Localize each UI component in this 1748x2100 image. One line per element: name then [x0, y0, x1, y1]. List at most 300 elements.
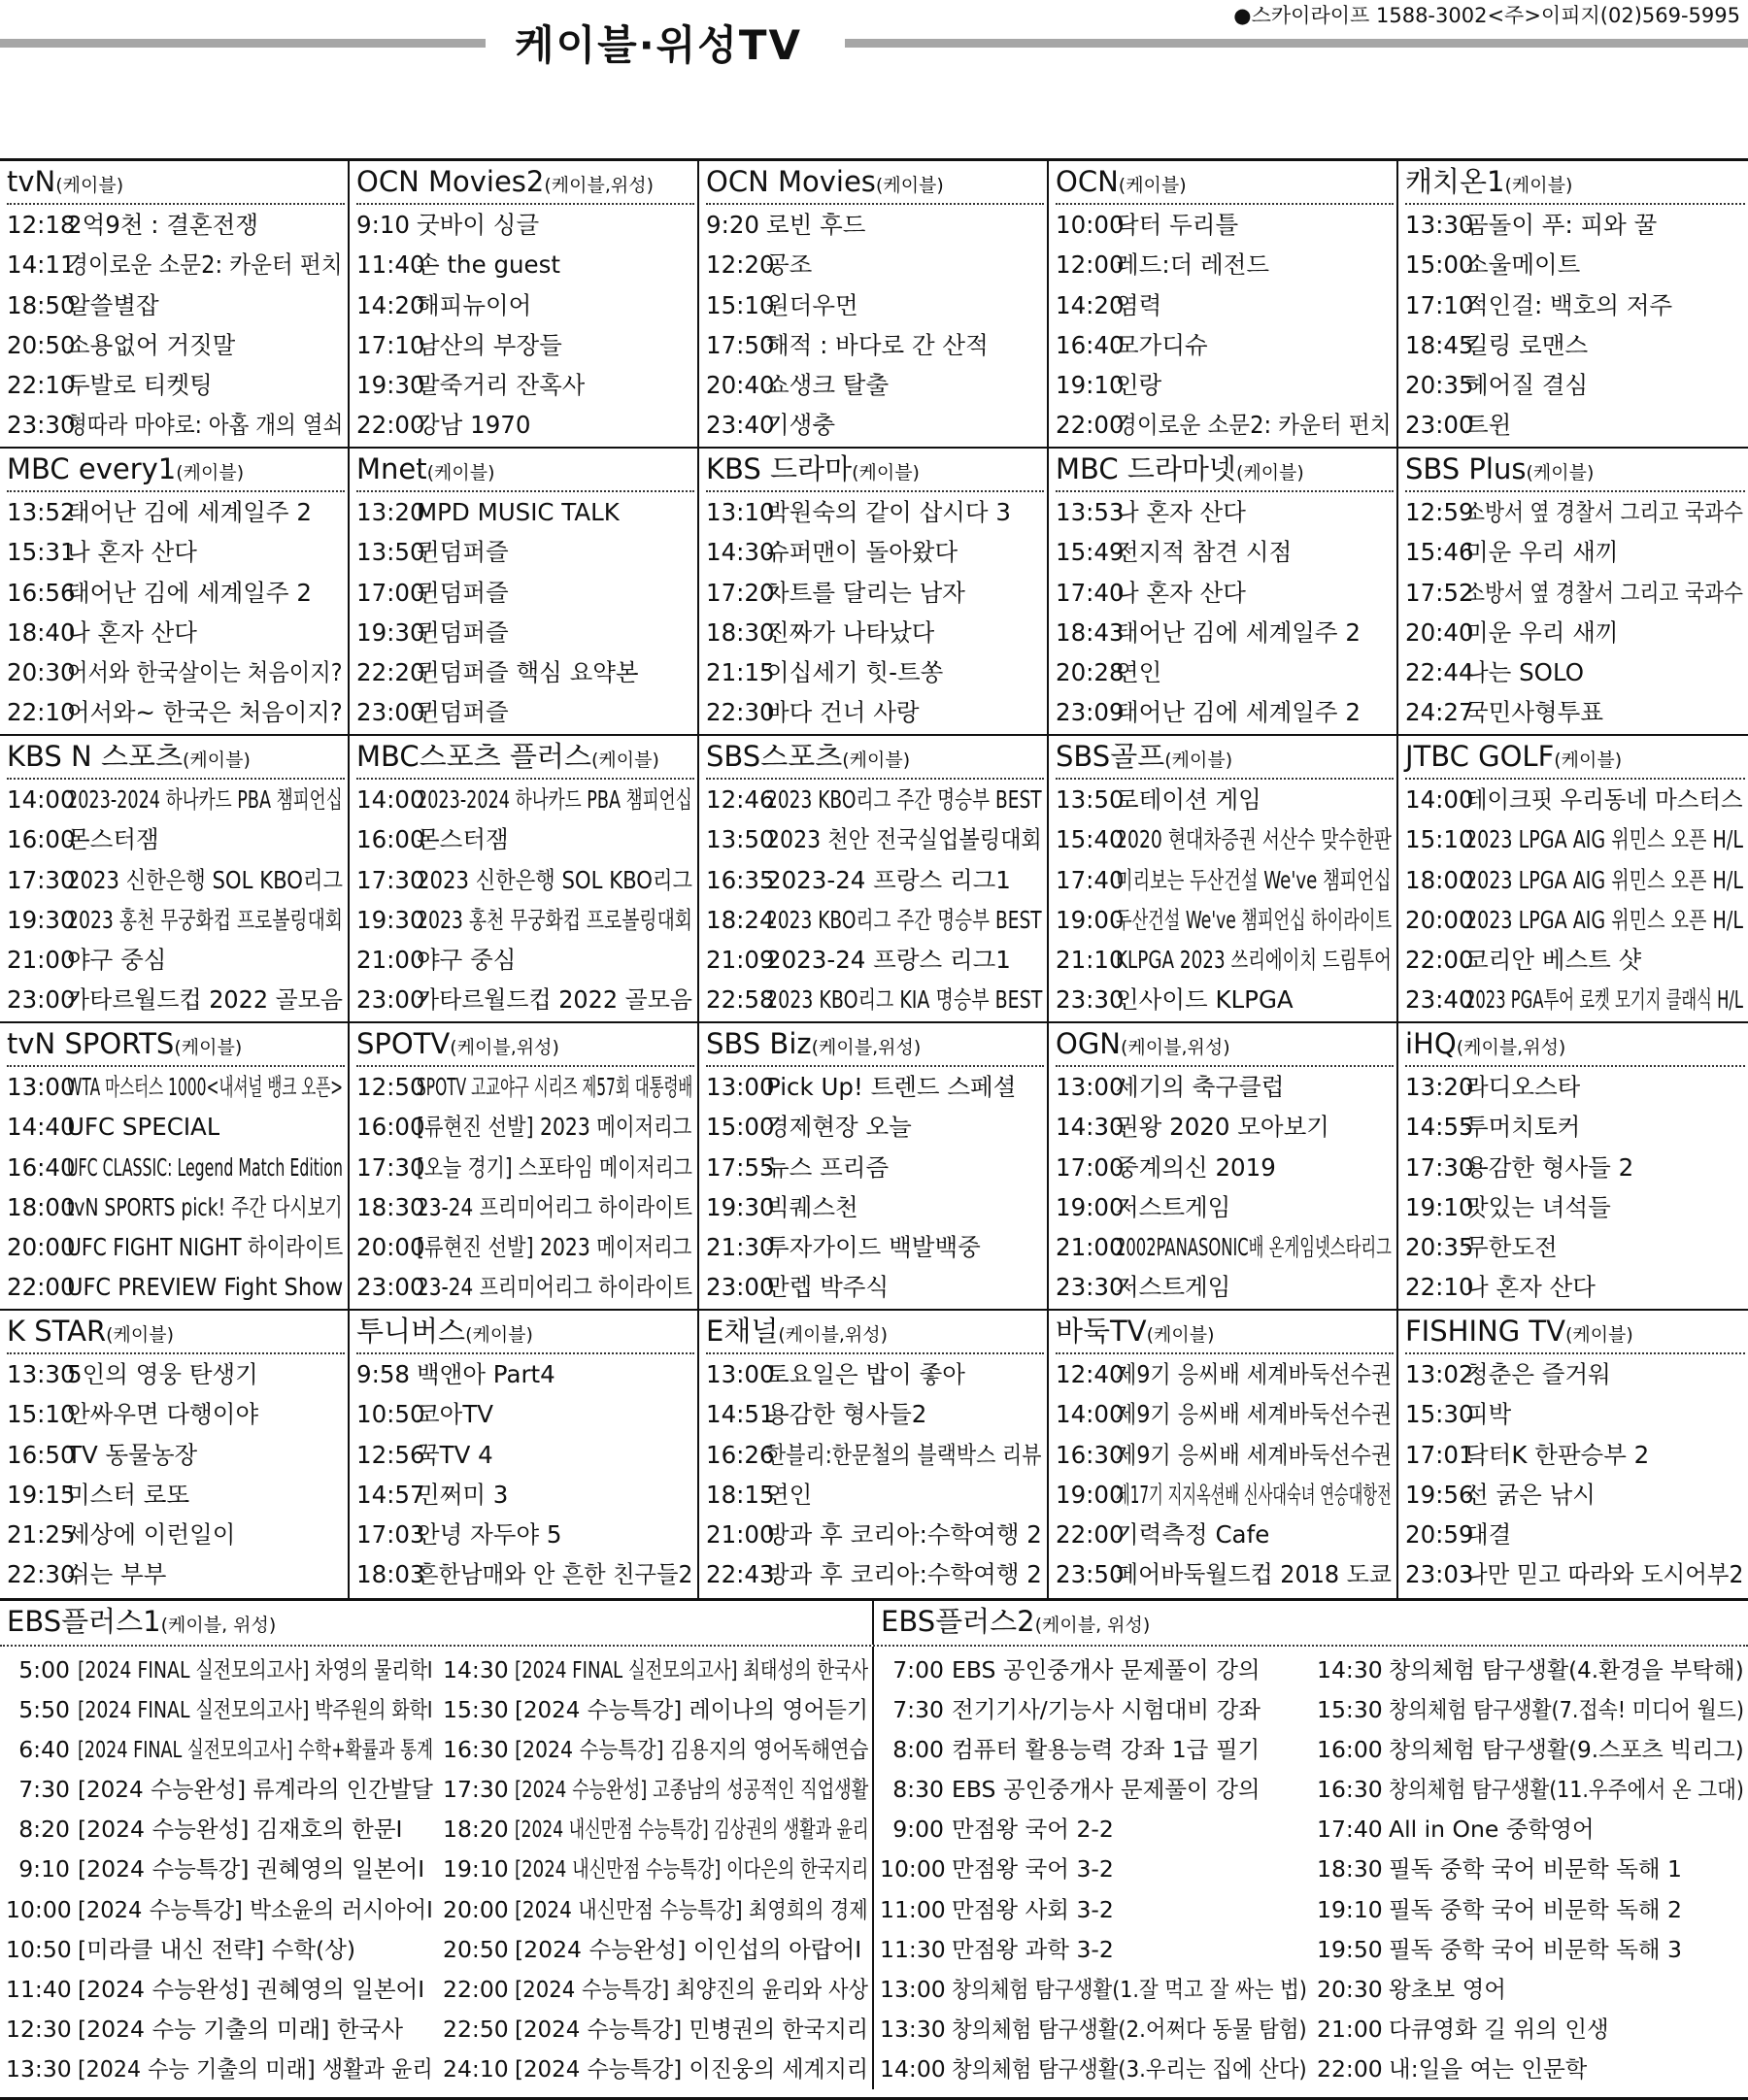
channel-network: (케이블) — [875, 175, 944, 196]
program-row — [356, 613, 694, 652]
program-time: 24:27 — [1405, 698, 1474, 727]
channel-header — [7, 1311, 345, 1354]
program-row — [706, 1435, 1044, 1475]
program-title: 대결 — [1465, 1520, 1512, 1550]
program-row — [443, 1810, 870, 1850]
program-row — [1056, 1554, 1394, 1594]
program-title: 소울메이트 — [1465, 250, 1581, 280]
program-time: 15:10 — [7, 1400, 76, 1429]
program-row — [706, 1227, 1044, 1267]
program-title: 2억9천 : 결혼전쟁 — [67, 211, 259, 239]
program-title: 손 the guest — [417, 250, 560, 280]
channel-name: SPOTV — [356, 1027, 451, 1060]
program-time: 22:44 — [1405, 658, 1474, 687]
program-title: 나 혼자 산다 — [1116, 578, 1246, 607]
program-time: 13:20 — [356, 498, 425, 526]
program-time: 14:55 — [1405, 1113, 1474, 1142]
program-title: 용감한 형사들2 — [766, 1400, 927, 1429]
channel-network: (케이블) — [1564, 1324, 1633, 1346]
program-time: 17:52 — [1405, 578, 1474, 607]
program-time: 19:30 — [356, 617, 425, 647]
channel-block — [350, 1023, 699, 1309]
program-row — [1317, 1890, 1746, 1930]
program-title: 기생충 — [766, 411, 836, 440]
program-time: 22:10 — [1405, 1273, 1474, 1302]
program-title: [2024 FINAL 실전모의고사] 최태성의 한국사 — [515, 1656, 869, 1683]
program-row — [356, 325, 694, 365]
program-row — [7, 532, 345, 572]
program-time: 13:30 — [1405, 211, 1474, 239]
program-time: 16:35 — [706, 865, 775, 894]
program-row — [7, 1515, 345, 1554]
program-title: 전기기사/기능사 시험대비 강좌 — [952, 1696, 1261, 1724]
program-row — [1317, 1650, 1746, 1690]
program-row — [1405, 1187, 1745, 1227]
program-row — [1056, 780, 1394, 819]
program-time: 12:40 — [1056, 1360, 1125, 1388]
program-time: 20:00 — [1405, 905, 1474, 934]
channel-name: MBC every1 — [7, 452, 177, 485]
program-time: 23:30 — [7, 411, 76, 440]
program-title: 굿바이 싱글 — [417, 211, 540, 239]
program-row — [356, 860, 694, 900]
program-title: tvN SPORTS pick! 주간 다시보기 — [67, 1192, 343, 1221]
program-row — [1056, 325, 1394, 365]
program-row — [356, 1227, 694, 1267]
channel-network: (케이블,위성) — [450, 1037, 559, 1058]
program-time: 18:24 — [706, 905, 775, 934]
program-time: 14:11 — [7, 250, 76, 280]
program-time: 19:30 — [356, 371, 425, 400]
channel-header — [7, 736, 345, 780]
program-time: 19:50 — [1317, 1935, 1383, 1963]
channel-block — [699, 161, 1049, 447]
program-title: 민쩌미 3 — [417, 1480, 509, 1509]
channel-name: OCN Movies — [706, 165, 876, 198]
program-row — [356, 492, 694, 532]
program-time: 13:00 — [1056, 1073, 1125, 1101]
program-title: 슈퍼맨이 돌아왔다 — [766, 538, 958, 567]
program-time: 16:56 — [7, 578, 76, 607]
program-time: 15:00 — [1405, 250, 1474, 280]
program-row — [1056, 613, 1394, 652]
channel-network: (케이블,위성) — [811, 1037, 922, 1058]
program-row — [706, 692, 1044, 732]
program-row — [1056, 573, 1394, 613]
program-time: 23:03 — [1405, 1560, 1474, 1589]
channel-name: KBS N 스포츠 — [7, 740, 183, 773]
program-row — [1056, 860, 1394, 900]
program-time: 16:40 — [1056, 330, 1125, 359]
program-row — [1405, 1475, 1745, 1515]
program-title: 만점왕 사회 3-2 — [952, 1895, 1114, 1923]
program-title: 나만 믿고 따라와 도시어부2 — [1465, 1560, 1744, 1589]
program-time: 23:00 — [356, 698, 425, 727]
program-title: 원더우먼 — [766, 290, 858, 319]
program-time: 17:40 — [1317, 1816, 1383, 1844]
program-title: 몬스터잼 — [67, 825, 159, 854]
program-row — [706, 1515, 1044, 1554]
channel-name: JTBC GOLF — [1405, 740, 1555, 773]
program-time: 20:40 — [706, 371, 775, 400]
program-row — [1056, 1435, 1394, 1475]
channel-block — [1398, 1311, 1748, 1598]
program-time: 14:40 — [7, 1113, 76, 1142]
program-time: 19:00 — [1056, 1192, 1125, 1221]
program-time: 22:30 — [7, 1560, 76, 1589]
program-title: 2020 현대차증권 서산수 맞수한판 — [1116, 825, 1392, 854]
program-time: 18:30 — [356, 1192, 425, 1221]
program-row — [356, 532, 694, 572]
program-title: 저스트게임 — [1116, 1192, 1231, 1221]
program-title: [2024 수능특강] 민병권의 한국지리 — [515, 2015, 869, 2043]
channel-name: 바둑TV — [1056, 1315, 1147, 1348]
program-title: 2023 천안 전국실업볼링대회 — [766, 825, 1042, 854]
program-title: [오늘 경기] 스포타임 메이저리그 — [417, 1152, 692, 1182]
program-title: 로테이션 게임 — [1116, 785, 1261, 814]
program-title: 2023-24 프랑스 리그1 — [766, 946, 1011, 975]
program-title: 소방서 옆 경찰서 그리고 국과수 — [1465, 578, 1743, 607]
program-row — [1405, 285, 1745, 325]
program-row — [443, 1770, 870, 1810]
program-row — [706, 365, 1044, 405]
program-row — [356, 1394, 694, 1434]
program-time: 13:00 — [880, 1975, 946, 2003]
program-title: [류현진 선발] 2023 메이저리그 — [417, 1113, 692, 1142]
program-row — [1405, 1267, 1745, 1307]
channel-network: (케이블) — [852, 462, 920, 483]
program-title: 형따라 마야로: 아홉 개의 열쇠 — [67, 411, 344, 440]
channel-network: (케이블) — [842, 750, 911, 771]
program-time: 18:43 — [1056, 617, 1125, 647]
channel-name: OCN — [1056, 165, 1119, 198]
program-title: 2023 LPGA AIG 위민스 오픈 H/L — [1465, 825, 1743, 854]
program-time: 23:00 — [706, 1273, 775, 1302]
program-title: 공조 — [766, 250, 813, 280]
program-title: EBS 공인중개사 문제풀이 강의 — [952, 1656, 1261, 1683]
program-title: [2024 수능특강] 최양진의 윤리와 사상 — [515, 1975, 869, 2003]
program-row — [7, 819, 345, 859]
channel-block — [699, 1311, 1049, 1598]
program-time: 15:10 — [1405, 825, 1474, 854]
program-row — [1317, 1930, 1746, 1970]
program-time: 15:30 — [1405, 1400, 1474, 1429]
program-title: 두발로 티켓팅 — [67, 371, 213, 400]
program-title: 해피뉴이어 — [417, 290, 532, 319]
program-title: 닥터K 한판승부 2 — [1465, 1440, 1650, 1469]
channel-header — [7, 449, 345, 492]
program-title: 2023 LPGA AIG 위민스 오픈 H/L — [1465, 905, 1743, 934]
program-row — [356, 1554, 694, 1594]
program-title: [2024 수능완성] 류계라의 인간발달 — [78, 1776, 433, 1804]
program-time: 18:45 — [1405, 330, 1474, 359]
program-time: 20:50 — [443, 1935, 509, 1963]
program-row — [356, 365, 694, 405]
program-title: 나 혼자 산다 — [67, 538, 197, 567]
program-title: 야구 중심 — [417, 946, 517, 975]
program-row — [1056, 285, 1394, 325]
program-time: 21:00 — [1056, 1233, 1125, 1262]
channel-name: MBC 드라마넷 — [1056, 452, 1236, 485]
program-time: 21:25 — [7, 1520, 76, 1550]
program-time: 17:30 — [1405, 1152, 1474, 1182]
program-row — [1405, 980, 1745, 1019]
program-row — [356, 1067, 694, 1107]
program-time: 21:30 — [706, 1233, 775, 1262]
channel-header — [356, 736, 694, 780]
channel-header — [1405, 1311, 1745, 1354]
program-row — [706, 980, 1044, 1019]
program-time: 17:30 — [356, 1152, 425, 1182]
channel-name: OCN Movies2 — [356, 165, 545, 198]
program-time: 19:00 — [1056, 1480, 1125, 1509]
channel-block — [1049, 449, 1398, 734]
program-time: 14:00 — [356, 785, 425, 814]
program-title: 바다 건너 사랑 — [766, 698, 920, 727]
channel-network: (케이블,위성) — [1456, 1037, 1566, 1058]
program-time: 12:46 — [706, 785, 775, 814]
channel-name: 캐치온1 — [1405, 165, 1505, 198]
program-row — [1056, 365, 1394, 405]
program-row — [6, 1930, 435, 1970]
program-row — [1405, 1515, 1745, 1554]
program-time: 15:30 — [1317, 1696, 1383, 1724]
program-row — [356, 573, 694, 613]
program-time: 17:55 — [706, 1152, 775, 1182]
program-title: 창의체험 탐구생활(3.우리는 집에 산다) — [952, 2054, 1307, 2083]
ebs-section — [0, 1598, 1748, 2100]
program-time: 23:00 — [1405, 411, 1474, 440]
program-time: 24:10 — [443, 2054, 509, 2083]
ebs-body — [0, 1647, 1748, 2089]
channel-name: E채널 — [706, 1315, 779, 1348]
program-title: 방과 후 코리아:수학여행 2 — [766, 1560, 1042, 1589]
program-row — [1056, 1227, 1394, 1267]
program-title: 제9기 응씨배 세계바둑선수권 — [1116, 1440, 1393, 1469]
program-title: 알쓸별잡 — [67, 290, 159, 319]
program-row — [1056, 980, 1394, 1019]
channel-block — [699, 736, 1049, 1021]
program-row — [706, 245, 1044, 284]
program-time: 16:30 — [443, 1736, 509, 1764]
program-row — [356, 940, 694, 980]
program-title: 퀸덤퍼즐 — [417, 578, 509, 607]
program-row — [706, 532, 1044, 572]
program-time: 20:28 — [1056, 658, 1125, 687]
program-row — [1056, 1187, 1394, 1227]
channel-network: (케이블,위성) — [544, 175, 655, 196]
program-row — [1405, 1067, 1745, 1107]
program-time: 23:00 — [356, 1273, 425, 1302]
program-row — [706, 1067, 1044, 1107]
program-title: 야구 중심 — [67, 946, 167, 975]
program-row — [7, 285, 345, 325]
program-row — [7, 1475, 345, 1515]
program-time: 15:30 — [443, 1696, 509, 1724]
program-title: 어서와~ 한국은 처음이지? — [67, 698, 343, 727]
channel-header — [7, 1023, 345, 1067]
program-row — [1405, 532, 1745, 572]
program-row — [7, 365, 345, 405]
program-title: 퀸덤퍼즐 — [417, 617, 509, 647]
program-row — [356, 205, 694, 245]
channel-name: OGN — [1056, 1027, 1121, 1060]
program-time: 17:01 — [1405, 1440, 1474, 1469]
program-title: 2023 LPGA AIG 위민스 오픈 H/L — [1465, 865, 1743, 894]
program-title: 두산건설 We've 챔피언십 하이라이트 — [1116, 905, 1393, 934]
program-row — [880, 2010, 1309, 2050]
program-time: 21:00 — [356, 946, 425, 975]
program-title: KLPGA 2023 쓰리에이치 드림투어 — [1116, 946, 1392, 975]
page-header — [0, 0, 1748, 87]
program-time: 16:00 — [7, 825, 76, 854]
program-row — [880, 2050, 1309, 2089]
program-time: 18:50 — [7, 290, 76, 319]
program-time: 12:56 — [356, 1440, 425, 1469]
program-time: 21:00 — [1317, 2015, 1383, 2043]
program-time: 13:30 — [6, 2054, 72, 2083]
program-time: 16:30 — [1056, 1440, 1125, 1469]
program-title: 필독 중학 국어 비문학 독해 2 — [1389, 1895, 1683, 1923]
program-time: 23:30 — [1056, 985, 1125, 1015]
program-row — [7, 1394, 345, 1434]
program-time: 17:03 — [356, 1520, 425, 1550]
program-row — [443, 1890, 870, 1930]
program-time: 14:00 — [1056, 1400, 1125, 1429]
program-row — [1056, 1475, 1394, 1515]
program-row — [1405, 900, 1745, 940]
program-title: 미운 우리 새끼 — [1465, 617, 1619, 647]
program-row — [7, 1354, 345, 1394]
program-row — [1317, 1690, 1746, 1730]
channel-name: SBS골프 — [1056, 740, 1165, 773]
channel-name: EBS플러스2 — [881, 1605, 1035, 1638]
program-time: 17:40 — [1056, 865, 1125, 894]
program-time: 12:18 — [7, 211, 76, 239]
program-time: 11:00 — [880, 1895, 946, 1923]
program-row — [1056, 492, 1394, 532]
program-title: 미운 우리 새끼 — [1465, 538, 1619, 567]
program-title: 청춘은 즐거워 — [1465, 1360, 1611, 1388]
program-time: 13:50 — [356, 538, 425, 567]
program-row — [1056, 819, 1394, 859]
program-title: 2023 KBO리그 KIA 명승부 BEST — [766, 985, 1043, 1015]
program-time: 17:00 — [1056, 1152, 1125, 1182]
program-row — [6, 1690, 435, 1730]
program-title: 박원숙의 같이 삽시다 3 — [766, 498, 1011, 526]
program-row — [6, 2050, 435, 2089]
program-title: EBS 공인중개사 문제풀이 강의 — [952, 1776, 1261, 1804]
program-row — [706, 652, 1044, 692]
program-row — [7, 692, 345, 732]
program-time: 15:31 — [7, 538, 76, 567]
program-row — [7, 1148, 345, 1187]
program-title: 코아TV — [417, 1400, 494, 1429]
program-title: UFC PREVIEW Fight Show — [67, 1273, 344, 1302]
program-time: 12:50 — [356, 1073, 425, 1101]
program-row — [356, 1354, 694, 1394]
program-time: 21:00 — [706, 1520, 775, 1550]
program-title: [2024 수능특강] 이진웅의 세계지리 — [515, 2054, 869, 2083]
program-title: [2024 수능특강] 김용지의 영어독해연습 — [515, 1736, 869, 1764]
program-time: 19:30 — [356, 905, 425, 934]
program-title: 저스트게임 — [1116, 1273, 1231, 1302]
program-title: 몬스터잼 — [417, 825, 509, 854]
program-title: 무한도전 — [1465, 1233, 1558, 1262]
program-row — [356, 1187, 694, 1227]
program-row — [6, 1890, 435, 1930]
program-row — [356, 285, 694, 325]
channel-header — [356, 1023, 694, 1067]
channel-network: (케이블) — [426, 462, 495, 483]
program-title: 다큐영화 길 위의 인생 — [1389, 2015, 1609, 2043]
program-time: 23:40 — [1405, 985, 1474, 1015]
program-title: [2024 수능특강] 레이나의 영어듣기 — [515, 1696, 869, 1724]
program-row — [7, 405, 345, 445]
program-row — [356, 819, 694, 859]
program-time: 18:00 — [7, 1192, 76, 1221]
program-row — [1056, 245, 1394, 284]
program-title: 창의체험 탐구생활(9.스포츠 빅리그) — [1389, 1736, 1744, 1764]
program-time: 18:03 — [356, 1560, 425, 1589]
program-time: 11:40 — [356, 250, 425, 280]
program-time: 22:20 — [356, 658, 425, 687]
program-row — [7, 1435, 345, 1475]
channel-block — [0, 1311, 350, 1598]
program-time: 12:59 — [1405, 498, 1474, 526]
program-row — [7, 940, 345, 980]
program-title: 경이로운 소문2: 카운터 펀치 — [1116, 411, 1392, 440]
program-time: 10:50 — [6, 1935, 72, 1963]
channel-network: (케이블) — [174, 1037, 243, 1058]
program-title: 쇼생크 탈출 — [766, 371, 890, 400]
program-time: 19:30 — [7, 905, 76, 934]
program-row — [7, 900, 345, 940]
program-row — [1056, 1354, 1394, 1394]
program-title: 연인 — [766, 1480, 813, 1509]
program-title: 해적 : 바다로 간 산적 — [766, 330, 989, 359]
sponsor-line: ●스카이라이프 1588-3002<주>이피지(02)569-5995 — [1233, 4, 1740, 27]
program-time: 11:30 — [880, 1935, 946, 1963]
program-row — [356, 1435, 694, 1475]
program-title: 창의체험 탐구생활(11.우주에서 온 그대) — [1389, 1776, 1744, 1804]
program-time: 17:10 — [356, 330, 425, 359]
program-time: 20:00 — [443, 1895, 509, 1923]
program-row — [706, 573, 1044, 613]
channel-row — [0, 736, 1748, 1023]
program-row — [1405, 1148, 1745, 1187]
program-time: 22:00 — [1056, 1520, 1125, 1550]
program-row — [1405, 325, 1745, 365]
program-row — [356, 1515, 694, 1554]
program-title: UFC FIGHT NIGHT 하이라이트 — [67, 1233, 344, 1262]
program-row — [7, 1227, 345, 1267]
program-title: 토요일은 밥이 좋아 — [766, 1360, 965, 1388]
program-row — [7, 1107, 345, 1147]
channel-block — [0, 736, 350, 1021]
channel-network: (케이블, 위성) — [1034, 1615, 1151, 1636]
channel-network: (케이블) — [1235, 462, 1304, 483]
program-title: 창의체험 탐구생활(7.접속! 미디어 월드) — [1389, 1696, 1745, 1724]
program-time: 17:00 — [356, 578, 425, 607]
program-time: 15:49 — [1056, 538, 1125, 567]
channel-name: SBS Biz — [706, 1027, 812, 1060]
program-row — [7, 573, 345, 613]
program-title: 연인 — [1116, 658, 1162, 687]
program-title: 진짜가 나타났다 — [766, 617, 935, 647]
channel-block — [699, 1023, 1049, 1309]
program-row — [1405, 780, 1745, 819]
